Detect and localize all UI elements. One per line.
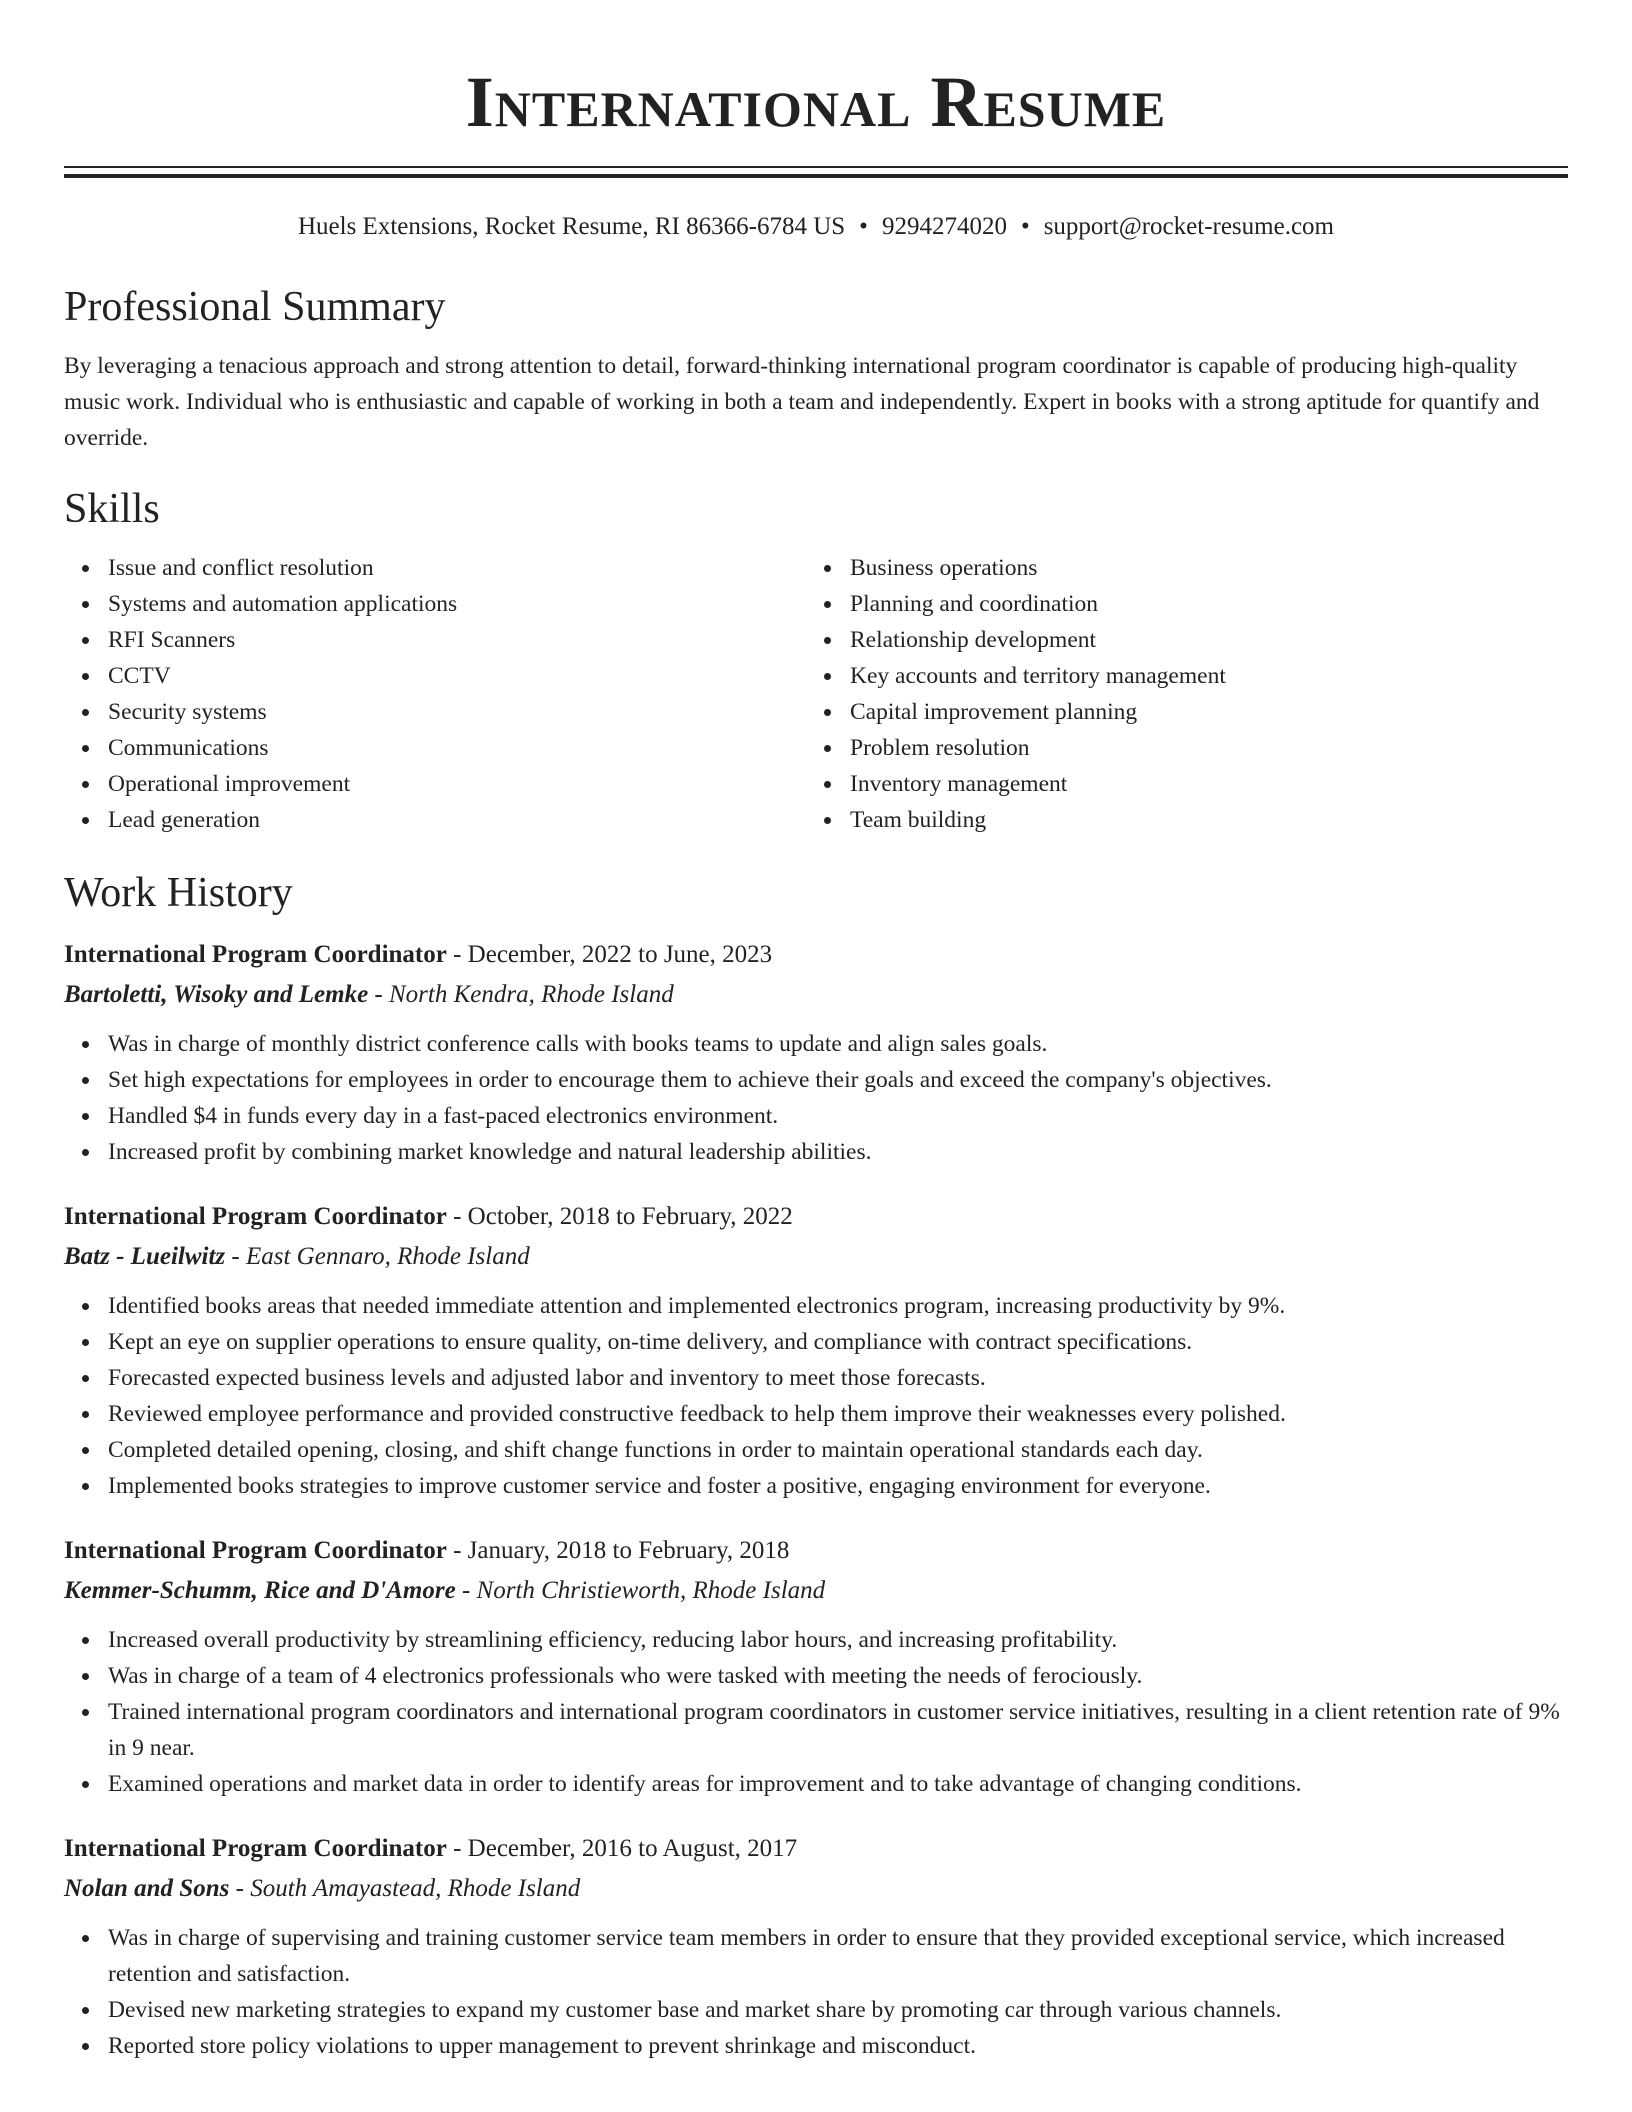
resume-page: [64, 0, 1568, 2064]
job-bullet: Kept an eye on supplier operations to ensure quality, on-time delivery, and compliance with contract specifications.: [64, 1324, 1568, 1360]
job-location: South Amayastead, Rhode Island: [250, 1875, 581, 1902]
job-dash: -: [446, 941, 468, 968]
skill-item: Relationship development: [806, 622, 1548, 658]
job-bullets: [64, 1622, 1568, 1802]
job-bullet: Increased overall productivity by streamlining efficiency, reducing labor hours, and increasing profitability.: [64, 1622, 1568, 1658]
job-company: Nolan and Sons: [64, 1875, 230, 1902]
job-bullet: Was in charge of monthly district conference calls with books teams to update and align sales goals.: [64, 1026, 1568, 1062]
summary-heading: Professional Summary: [64, 284, 446, 330]
job-company: Batz - Lueilwitz: [64, 1243, 226, 1270]
skill-item: Security systems: [64, 694, 806, 730]
job-dates: December, 2016 to August, 2017: [467, 1835, 798, 1862]
skill-item: Problem resolution: [806, 730, 1548, 766]
job-bullet: Set high expectations for employees in order to encourage them to achieve their goals and exceed the company's objectives.: [64, 1062, 1568, 1098]
job-dash: -: [225, 1243, 246, 1270]
job-title-line: [64, 1532, 1568, 1570]
job-dates: December, 2022 to June, 2023: [467, 941, 773, 968]
contact-address: Huels Extensions, Rocket Resume, RI 86366-6784 US: [297, 213, 846, 240]
resume-title: International Resume: [465, 62, 1167, 142]
job-bullet: Forecasted expected business levels and adjusted labor and inventory to meet those forecasts.: [64, 1360, 1568, 1396]
job-bullet: Examined operations and market data in order to identify areas for improvement and to take advantage of changing conditions.: [64, 1766, 1568, 1802]
job-bullet: Handled $4 in funds every day in a fast-paced electronics environment.: [64, 1098, 1568, 1134]
skill-item: Systems and automation applications: [64, 586, 806, 622]
job-bullets: [64, 1026, 1568, 1170]
skill-item: Communications: [64, 730, 806, 766]
job-entry: [64, 936, 1568, 1170]
contact-separator: •: [1020, 213, 1030, 240]
job-title: International Program Coordinator: [64, 1537, 447, 1564]
title-divider-thin: [64, 166, 1568, 168]
job-bullet: Devised new marketing strategies to expand my customer base and market share by promoting car through various channels.: [64, 1992, 1568, 2028]
job-bullet: Implemented books strategies to improve customer service and foster a positive, engaging environment for everyone.: [64, 1468, 1568, 1504]
job-dash: -: [446, 1537, 468, 1564]
job-bullet: Identified books areas that needed immediate attention and implemented electronics program, increasing productivity by 9%.: [64, 1288, 1568, 1324]
contact-email: support@rocket-resume.com: [1043, 213, 1334, 240]
skill-item: Planning and coordination: [806, 586, 1548, 622]
job-entry: [64, 1830, 1568, 2064]
job-title: International Program Coordinator: [64, 1835, 447, 1862]
job-title: International Program Coordinator: [64, 1203, 447, 1230]
job-company-line: [64, 1870, 1568, 1908]
job-company-line: [64, 1238, 1568, 1276]
job-dash: -: [446, 1835, 468, 1862]
job-company-line: [64, 1572, 1568, 1610]
job-entry: [64, 1198, 1568, 1504]
contact-separator: •: [859, 213, 868, 240]
job-title-line: [64, 1830, 1568, 1868]
job-dates: January, 2018 to February, 2018: [467, 1537, 790, 1564]
title-divider-thick: [64, 174, 1568, 178]
contact-line: [64, 212, 1568, 242]
job-dates: October, 2018 to February, 2022: [467, 1203, 793, 1230]
skills-heading: Skills: [64, 486, 160, 532]
work-history-heading: Work History: [64, 870, 293, 916]
skill-item: Lead generation: [64, 802, 806, 838]
skill-item: Business operations: [806, 550, 1548, 586]
job-dash: -: [229, 1875, 251, 1902]
job-bullet: Was in charge of a team of 4 electronics professionals who were tasked with meeting the needs of ferociously.: [64, 1658, 1568, 1694]
job-bullets: [64, 1920, 1568, 2064]
skill-item: Issue and conflict resolution: [64, 550, 806, 586]
job-bullet: Reported store policy violations to upper management to prevent shrinkage and misconduct.: [64, 2028, 1568, 2064]
skills-columns: [64, 550, 1568, 838]
job-title: International Program Coordinator: [64, 941, 447, 968]
skill-item: Inventory management: [806, 766, 1548, 802]
job-title-line: [64, 1198, 1568, 1236]
job-entry: [64, 1532, 1568, 1802]
job-title-line: [64, 936, 1568, 974]
job-bullets: [64, 1288, 1568, 1504]
job-bullet: Completed detailed opening, closing, and shift change functions in order to maintain operational standards each day.: [64, 1432, 1568, 1468]
job-location: East Gennaro, Rhode Island: [245, 1243, 530, 1270]
skills-list-right: [806, 550, 1548, 838]
job-company: Kemmer-Schumm, Rice and D'Amore: [64, 1577, 456, 1604]
skill-item: Operational improvement: [64, 766, 806, 802]
skill-item: Capital improvement planning: [806, 694, 1548, 730]
job-dash: -: [446, 1203, 468, 1230]
job-company-line: [64, 976, 1568, 1014]
job-dash: -: [455, 1577, 477, 1604]
job-bullet: Reviewed employee performance and provided constructive feedback to help them improve their weaknesses every polished.: [64, 1396, 1568, 1432]
skills-list-left: [64, 550, 806, 838]
job-bullet: Was in charge of supervising and training customer service team members in order to ensure that they provided exceptional service, which increased retention and satisfaction.: [64, 1920, 1568, 1992]
skill-item: Team building: [806, 802, 1548, 838]
summary-text: By leveraging a tenacious approach and strong attention to detail, forward-thinking international program coordinator is capable of producing high-quality music work. Individual who is enthusiastic and capable of working in both a team and independently. Expert in books with a strong aptitude for quantify and override.: [64, 353, 1540, 451]
job-dash: -: [368, 981, 389, 1008]
skill-item: CCTV: [64, 658, 806, 694]
skill-item: Key accounts and territory management: [806, 658, 1548, 694]
skill-item: RFI Scanners: [64, 622, 806, 658]
job-location: North Kendra, Rhode Island: [389, 981, 674, 1008]
job-location: North Christieworth, Rhode Island: [476, 1577, 826, 1604]
job-bullet: Trained international program coordinators and international program coordinators in customer service initiatives, resulting in a client retention rate of 9% in 9 near.: [64, 1694, 1568, 1766]
contact-phone: 9294274020: [881, 213, 1007, 240]
job-company: Bartoletti, Wisoky and Lemke: [64, 981, 369, 1008]
job-bullet: Increased profit by combining market knowledge and natural leadership abilities.: [64, 1134, 1568, 1170]
